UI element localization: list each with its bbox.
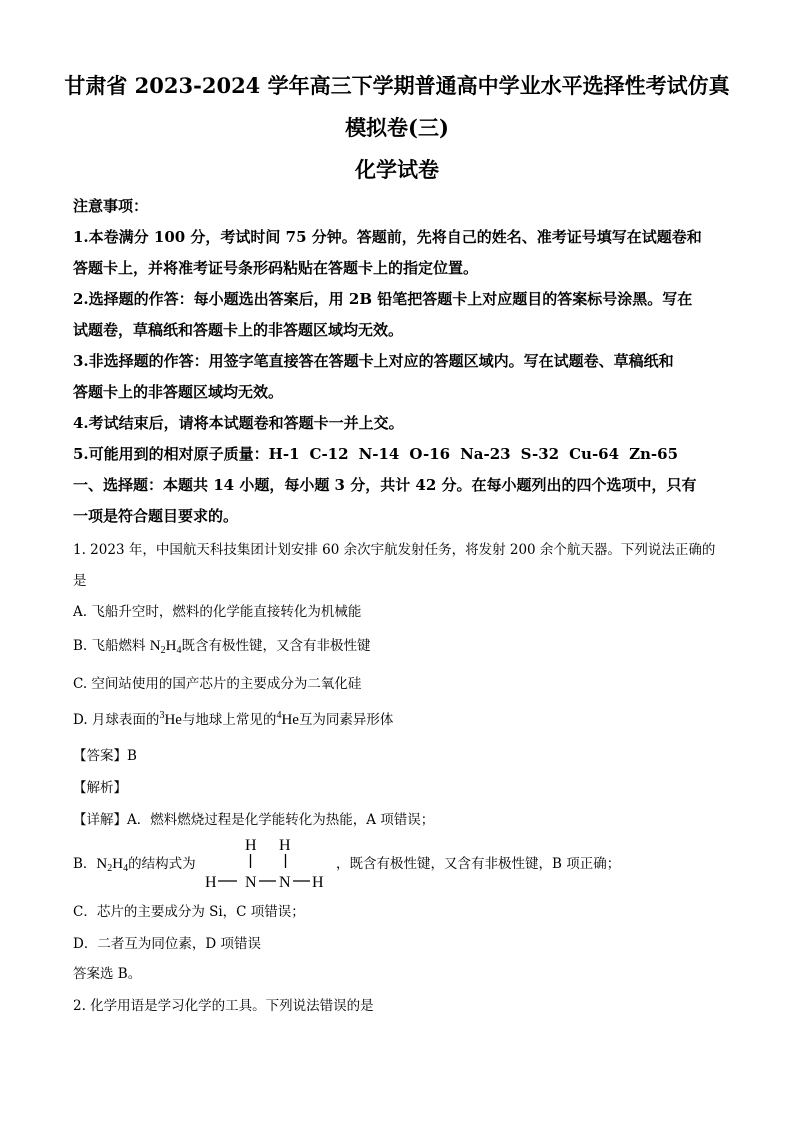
section-1-line2: 一项是符合题目要求的。 xyxy=(73,507,239,525)
note-3-line2: 答题卡上的非答题区域均无效。 xyxy=(73,383,284,401)
q1-option-b: B. 飞船燃料 $N_2H_4$既含有极性键，又含有非极性键 xyxy=(73,638,371,656)
n-atom-left: N xyxy=(245,874,257,891)
q1-stem-line1: 1. 2023 年，中国航天科技集团计划安排 60 余次宇航发射任务，将发射 200 余个航天器。下列说法正确的 xyxy=(73,542,716,558)
q1-answer: 【答案】B xyxy=(73,748,137,764)
section-1-line1: 一、选择题：本题共 14 小题，每小题 3 分，共计 42 分。在每小题列出的四个选项中，只有 xyxy=(73,476,697,494)
q1-detail-b: B．$N_2H_4$的结构式为 xyxy=(73,856,196,874)
he3-formula: $^3$He xyxy=(159,710,182,728)
he4-formula: $^4$He xyxy=(276,710,299,728)
exam-title-line2: 模拟卷(三) xyxy=(345,115,449,140)
q1-option-a: A. 飞船升空时，燃料的化学能直接转化为机械能 xyxy=(73,604,362,620)
note-2-line1: 2.选择题的作答：每小题选出答案后，用 2B 铅笔把答题卡上对应题目的答案标号涂黑。写在 xyxy=(73,290,693,308)
note-5-label: 5.可能用到的相对原子质量： xyxy=(73,445,269,463)
q1-option-c: C. 空间站使用的国产芯片的主要成分为二氧化硅 xyxy=(73,676,362,692)
q1-stem-line2: 是 xyxy=(73,573,87,589)
note-1-line2: 答题卡上，并将准考证号条形码粘贴在答题卡上的指定位置。 xyxy=(73,259,479,277)
q1-detail-d: D．二者互为同位素，D 项错误 xyxy=(73,936,261,952)
q1-analysis-label: 【解析】 xyxy=(73,780,127,796)
atomic-mass: Cu-64 xyxy=(569,445,620,463)
h-atom-left: H xyxy=(205,874,217,891)
exam-subject: 化学试卷 xyxy=(355,157,439,182)
q1-detail-b-tail: ，既含有极性键，又含有非极性键，B 项正确； xyxy=(336,856,621,872)
h-atom-top-left: H xyxy=(245,837,257,854)
hydrazine-structure xyxy=(200,832,330,892)
atomic-mass: C-12 xyxy=(309,445,349,463)
q1-detail-c: C．芯片的主要成分为 Si，C 项错误； xyxy=(73,904,305,920)
note-4: 4.考试结束后，请将本试题卷和答题卡一并上交。 xyxy=(73,414,404,432)
note-2-line2: 试题卷，草稿纸和答题卡上的非答题区域均无效。 xyxy=(73,321,404,339)
atomic-mass: N-14 xyxy=(358,445,400,463)
h-atom-right: H xyxy=(312,874,324,891)
atomic-mass: O-16 xyxy=(409,445,451,463)
n2h4-formula: $N_2H_4$ xyxy=(149,638,182,656)
atomic-mass: H-1 xyxy=(268,445,300,463)
notes-heading: 注意事项： xyxy=(73,197,149,215)
n2h4-formula: $N_2H_4$ xyxy=(96,856,129,874)
q1-detail-a: 【详解】A．燃料燃烧过程是化学能转化为热能，A 项错误； xyxy=(73,812,435,828)
note-1-line1: 1.本卷满分 100 分，考试时间 75 分钟。答题前，先将自己的姓名、准考证号填写在试题卷和 xyxy=(73,228,702,246)
q1-option-d: D. 月球表面的$^3$He与地球上常见的$^4$He互为同素异形体 xyxy=(73,710,394,728)
atomic-mass: S-32 xyxy=(520,445,560,463)
h-atom-top-right: H xyxy=(279,837,291,854)
note-5 xyxy=(73,443,678,464)
exam-title-line1: 甘肃省 2023-2024 学年高三下学期普通高中学业水平选择性考试仿真 xyxy=(64,73,730,98)
n-atom-right: N xyxy=(279,874,291,891)
atomic-mass: Zn-65 xyxy=(629,445,679,463)
q2-stem: 2. 化学用语是学习化学的工具。下列说法错误的是 xyxy=(73,998,374,1014)
q1-conclusion: 答案选 B。 xyxy=(73,966,142,982)
note-3-line1: 3.非选择题的作答：用签字笔直接答在答题卡上对应的答题区域内。写在试题卷、草稿纸和 xyxy=(73,352,674,370)
atomic-mass: Na-23 xyxy=(460,445,511,463)
